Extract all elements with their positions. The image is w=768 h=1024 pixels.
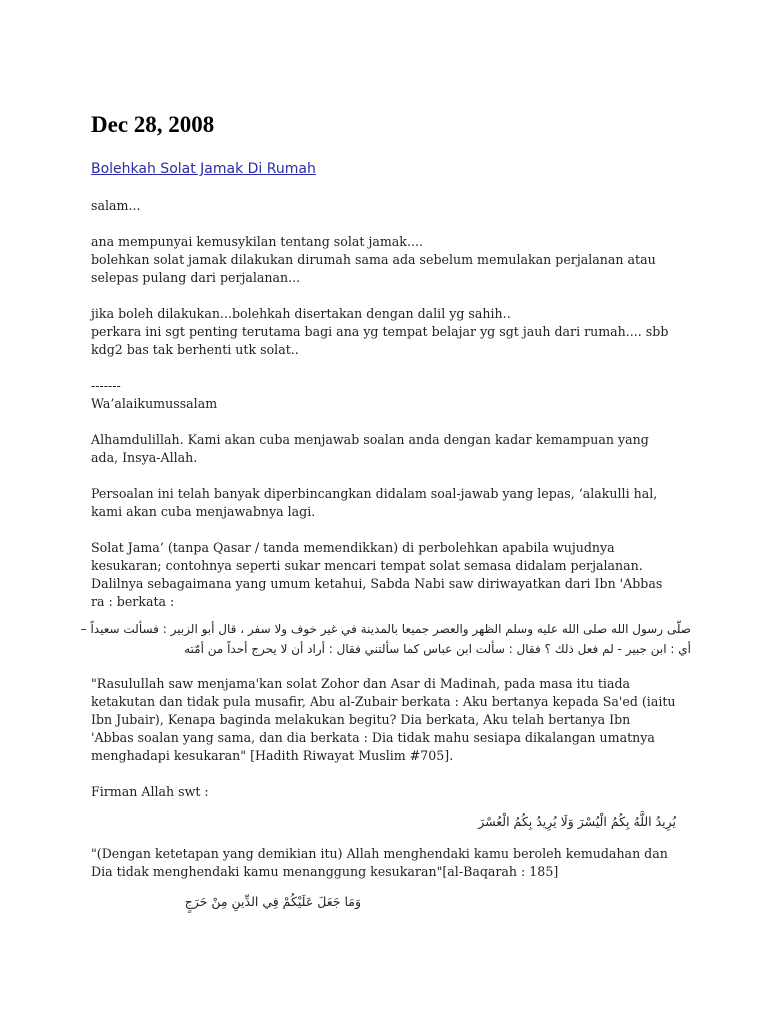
- question-greeting: salam...: [91, 198, 141, 213]
- answer-paragraph-4: "Rasulullah saw menjama'kan solat Zohor dan Asar di Madinah, pada masa itu tiada ketakutan dan tidak pula musafir, Abu al-Zubair berkata : Aku bertanya kepada Sa'ed (iaitu Ibn Jubair), Kenapa baginda melakukan begitu? Dia berkata, Aku telah bertanya Ibn 'Abbas soalan yang sama, dan dia berkata : Dia tidak mahu sesiapa dikalangan umatnya menghadapi kesukaran" [Hadith Riwayat Muslim #705].: [91, 676, 676, 763]
- arabic-hadith-line-2: أي : ابن جبير - لم فعل ذلك ؟ فقال : سألت ابن عباس كما سألتني فقال : أراد أن لا يحرج أحداً من أمّته: [184, 642, 691, 656]
- post-date: Dec 28, 2008: [91, 112, 215, 137]
- answer-paragraph-5: Firman Allah swt :: [91, 784, 209, 799]
- arabic-verse-1: يُرِيدُ اللَّهُ بِكُمُ الْيُسْرَ وَلَا يُرِيدُ بِكُمُ الْعُسْرَ: [478, 814, 676, 829]
- question-paragraph-1: ana mempunyai kemusykilan tentang solat jamak.... bolehkan solat jamak dilakukan dirumah sama ada sebelum memulakan perjalanan atau selepas pulang dari perjalanan...: [91, 234, 656, 285]
- answer-paragraph-1: Alhamdulillah. Kami akan cuba menjawab soalan anda dengan kadar kemampuan yang ada, Insya-Allah.: [91, 432, 649, 465]
- answer-paragraph-2: Persoalan ini telah banyak diperbincangkan didalam soal-jawab yang lepas, ‘alakulli hal, kami akan cuba menjawabnya lagi.: [91, 486, 658, 519]
- question-paragraph-2: jika boleh dilakukan...bolehkah disertakan dengan dalil yg sahih.. perkara ini sgt penting terutama bagi ana yg tempat belajar yg sgt jauh dari rumah.... sbb kdg2 bas tak berhenti utk solat..: [91, 306, 669, 357]
- blog-post: [80, 110, 691, 913]
- arabic-verse-2: وَمَا جَعَلَ عَلَيْكُمْ فِي الدِّينِ مِنْ حَرَجٍ: [184, 894, 361, 909]
- answer-paragraph-3: Solat Jama’ (tanpa Qasar / tanda memendikkan) di perbolehkan apabila wujudnya kesukaran; contohnya seperti sukar mencari tempat solat semasa didalam perjalanan. Dalilnya sebagaimana yang umum ketahui, Sabda Nabi saw diriwayatkan dari Ibn 'Abbas ra : berkata :: [91, 540, 663, 609]
- arabic-hadith-line-1: صلّى رسول الله صلى الله عليه وسلم الظهر والعصر جميعا بالمدينة في غير خوف ولا سفر ، قال أبو الزبير : فسألت سعيداً –: [80, 622, 691, 636]
- post-title-link[interactable]: Bolehkah Solat Jamak Di Rumah: [91, 161, 316, 177]
- answer-separator: ------- Wa’alaikumussalam: [91, 378, 218, 411]
- answer-paragraph-6: "(Dengan ketetapan yang demikian itu) Allah menghendaki kamu beroleh kemudahan dan Dia tidak menghendaki kamu menanggung kesukaran"[al-Baqarah : 185]: [91, 846, 668, 879]
